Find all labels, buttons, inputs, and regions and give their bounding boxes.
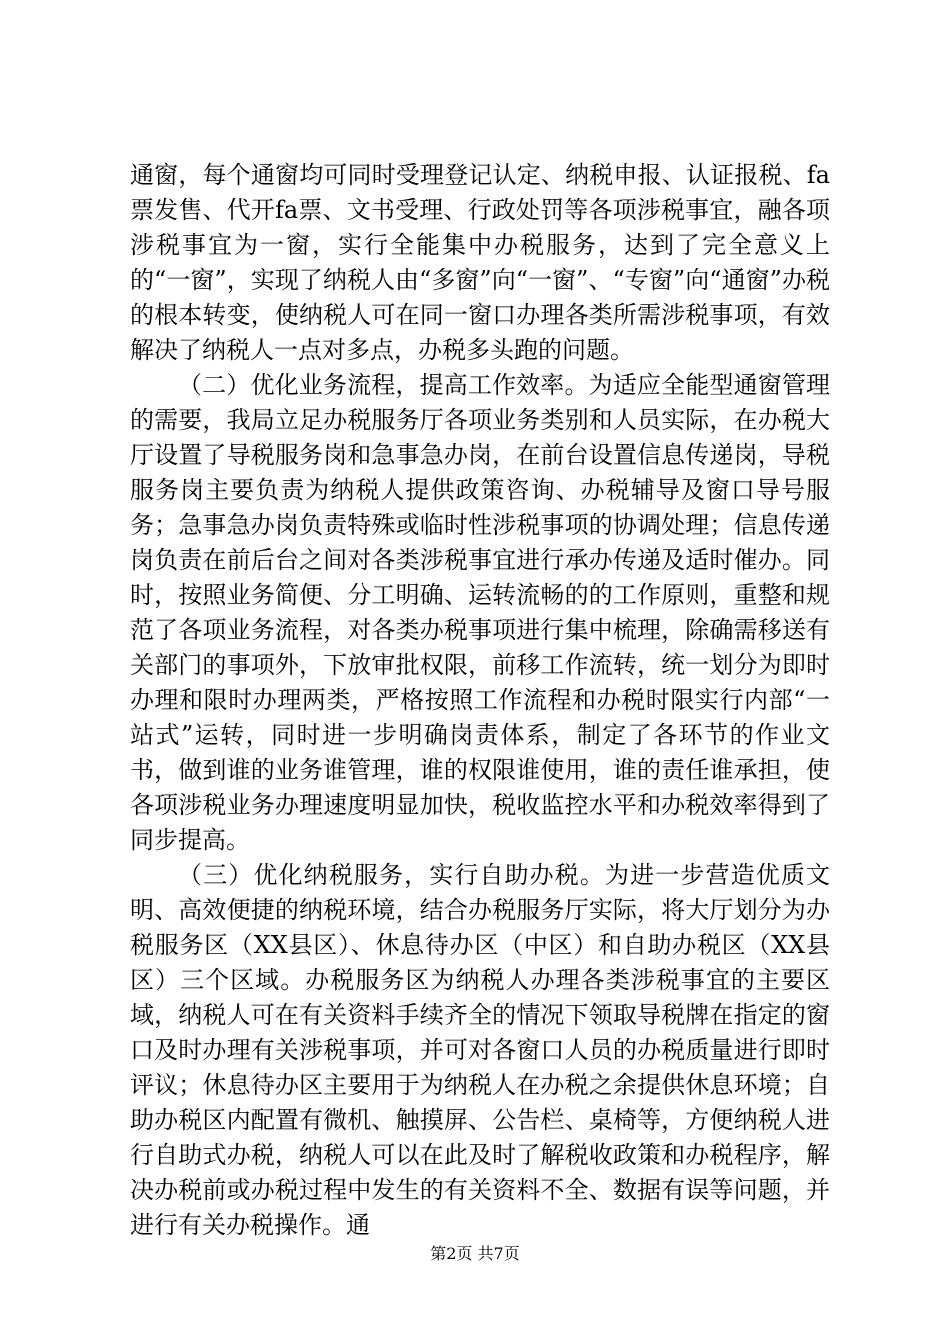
paragraph-3: （三）优化纳税服务，实行自助办税。为进一步营造优质文明、高效便捷的纳税环境，结合办税服务厅实际，将大厅划分为办税服务区（XX县区）、休息待办区（中区）和自助办税区（XX县区）三个区域。办税服务区为纳税人办理各类涉税事宜的主要区域，纳税人可在有关资料手续齐全的情况下领取导税牌在指定的窗口及时办理有关涉税事项，并可对各窗口人员的办税质量进行即时评议；休息待办区主要用于为纳税人在办税之余提供休息环境；自助办税区内配置有微机、触摸屏、公告栏、桌椅等，方便纳税人进行自助式办税，纳税人可以在此及时了解税收政策和办税程序，解决办税前或办税过程中发生的有关资料不全、数据有误等问题，并进行有关办税操作。通 bbox=[130, 861, 830, 1239]
document-body bbox=[130, 158, 830, 1243]
paragraph-1: 通窗，每个通窗均可同时受理登记认定、纳税申报、认证报税、fa票发售、代开fa票、文书受理、行政处罚等各项涉税事宜，融各项涉税事宜为一窗，实行全能集中办税服务，达到了完全意义上的“一窗”，实现了纳税人由“多窗”向“一窗”、“专窗”向“通窗”办税的根本转变，使纳税人可在同一窗口办理各类所需涉税事项，有效解决了纳税人一点对多点，办税多头跑的问题。 bbox=[130, 161, 830, 364]
paragraph-2: （二）优化业务流程，提高工作效率。为适应全能型通窗管理的需要，我局立足办税服务厅各项业务类别和人员实际，在办税大厅设置了导税服务岗和急事急办岗，在前台设置信息传递岗，导税服务岗主要负责为纳税人提供政策咨询、办税辅导及窗口导号服务；急事急办岗负责特殊或临时性涉税事项的协调处理；信息传递岗负责在前后台之间对各类涉税事宜进行承办传递及适时催办。同时，按照业务简便、分工明确、运转流畅的的工作原则，重整和规范了各项业务流程，对各类办税事项进行集中梳理，除确需移送有关部门的事项外，下放审批权限，前移工作流转，统一划分为即时办理和限时办理两类，严格按照工作流程和办税时限实行内部“一站式”运转，同时进一步明确岗责体系，制定了各环节的作业文书，做到谁的业务谁管理，谁的权限谁使用，谁的责任谁承担，使各项涉税业务办理速度明显加快，税收监控水平和办税效率得到了同步提高。 bbox=[130, 371, 830, 854]
page-number: 第2页 共7页 bbox=[430, 1244, 520, 1263]
